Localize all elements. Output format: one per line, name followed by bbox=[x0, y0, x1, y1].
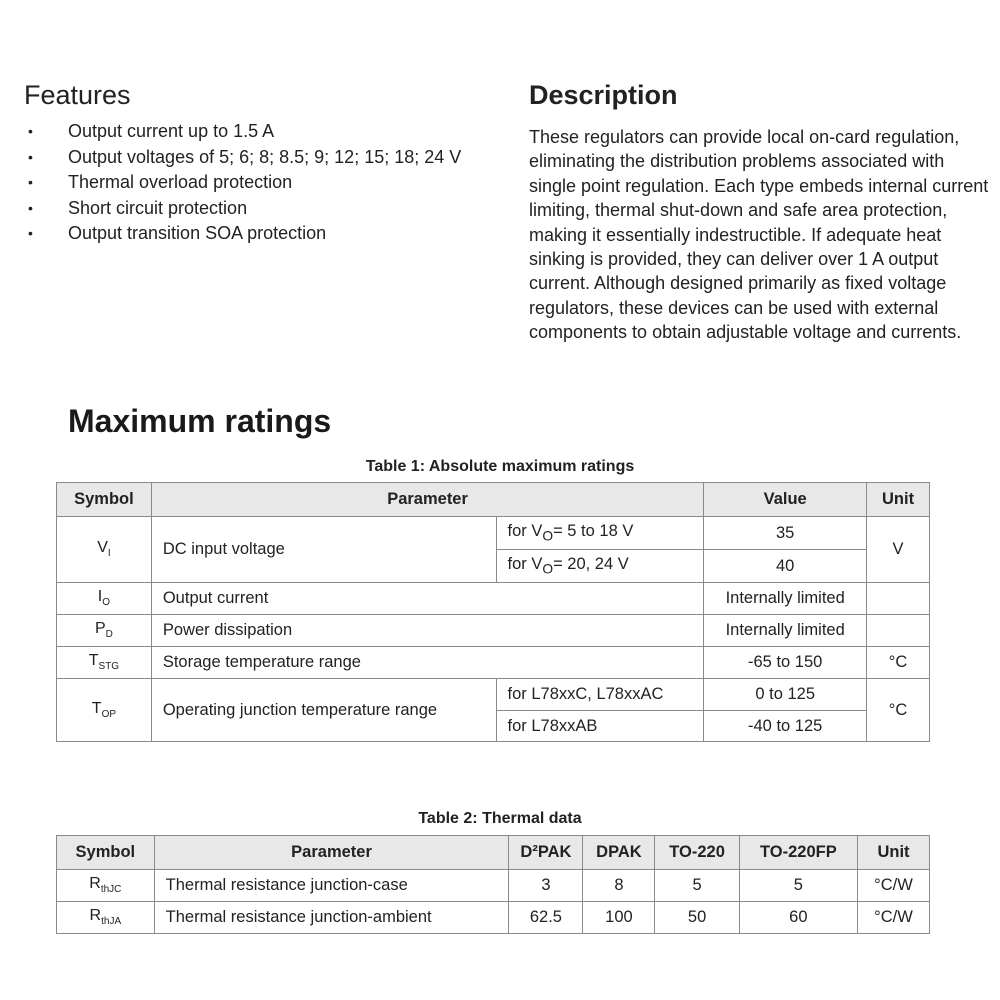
bullet-icon: • bbox=[28, 199, 33, 216]
symbol-cell: $R_{thJC}$ bbox=[57, 870, 155, 902]
parameter-cell: Thermal resistance junction-case bbox=[154, 870, 509, 902]
value-cell: 60 bbox=[739, 902, 857, 934]
table-header-row bbox=[57, 483, 930, 517]
feature-text: Output transition SOA protection bbox=[68, 223, 327, 243]
thermal-data-table bbox=[56, 835, 930, 934]
unit-cell: °C/W bbox=[857, 902, 929, 934]
bullet-icon: • bbox=[28, 174, 33, 190]
feature-text: Short circuit protection bbox=[68, 197, 248, 218]
header-dpak: DPAK bbox=[583, 836, 655, 870]
value-cell: -40 to 125 bbox=[704, 711, 867, 742]
header-to220: TO-220 bbox=[655, 836, 739, 870]
unit-cell: V bbox=[867, 517, 930, 583]
table1-caption: Table 1: Absolute maximum ratings bbox=[365, 458, 635, 475]
header-parameter: Parameter bbox=[151, 483, 703, 517]
parameter-cell: Thermal resistance junction-ambient bbox=[154, 902, 509, 934]
table-row bbox=[57, 615, 930, 647]
header-symbol: Symbol bbox=[57, 836, 155, 870]
list-item bbox=[28, 145, 498, 170]
header-symbol: Symbol bbox=[57, 483, 152, 517]
table-row bbox=[57, 647, 930, 679]
table-header-row bbox=[57, 836, 930, 870]
condition-cell: for $V_O= 20$, 24 V bbox=[496, 550, 704, 583]
unit-cell bbox=[867, 583, 930, 615]
bullet-icon: • bbox=[28, 225, 33, 241]
header-unit: Unit bbox=[867, 483, 930, 517]
value-cell: 35 bbox=[704, 517, 867, 550]
absolute-max-ratings-table bbox=[56, 482, 930, 742]
unit-cell: °C bbox=[867, 679, 930, 742]
description-heading: Description bbox=[529, 80, 678, 110]
unit-cell bbox=[867, 615, 930, 647]
value-cell: Internally limited bbox=[704, 583, 867, 615]
table-row bbox=[57, 583, 930, 615]
symbol-cell: $R_{thJA}$ bbox=[57, 902, 155, 934]
parameter-cell: Power dissipation bbox=[151, 615, 703, 647]
symbol-cell: $T_{OP}$ bbox=[57, 679, 152, 742]
value-cell: 0 to 125 bbox=[704, 679, 867, 711]
value-cell: 5 bbox=[739, 870, 857, 902]
table2-caption: Table 2: Thermal data bbox=[418, 810, 582, 827]
list-item bbox=[28, 119, 498, 144]
feature-text: Thermal overload protection bbox=[68, 172, 293, 192]
unit-cell: °C/W bbox=[857, 870, 929, 902]
symbol-cell: $T_{STG}$ bbox=[57, 647, 152, 679]
header-value: Value bbox=[704, 483, 867, 517]
header-d2pak: D²PAK bbox=[509, 836, 583, 870]
header-to220fp: TO-220FP bbox=[739, 836, 857, 870]
condition-cell: for L78xxC, L78xxAC bbox=[496, 679, 704, 711]
description-text: These regulators can provide local on-card regulation, eliminating the distribution problems associated with single point regulation. Each type embeds internal current limiting, thermal shut-down and safe area protection, making it essentially indestructible. If adequate heat sinking is provided, they can deliver over 1 A output current. Although designed primarily as fixed voltage regulators, these devices can be used with external components to obtain adjustable voltage and currents. bbox=[529, 127, 989, 343]
list-item bbox=[28, 170, 498, 195]
feature-text: Output voltages of 5; 6; 8; 8.5; 9; 12; 15; 18; 24 V bbox=[68, 146, 462, 167]
condition-cell: for L78xxAB bbox=[496, 711, 704, 742]
table-row bbox=[57, 679, 930, 711]
symbol-cell: $V_I$ bbox=[57, 517, 152, 583]
unit-cell: °C bbox=[867, 647, 930, 679]
table-row bbox=[57, 517, 930, 550]
value-cell: 62.5 bbox=[509, 902, 583, 934]
symbol-cell: $I_O$ bbox=[57, 583, 152, 615]
table-row bbox=[57, 902, 930, 934]
value-cell: Internally limited bbox=[704, 615, 867, 647]
parameter-cell: Output current bbox=[151, 583, 703, 615]
value-cell: -65 to 150 bbox=[704, 647, 867, 679]
parameter-cell: Operating junction temperature range bbox=[151, 679, 496, 742]
feature-text: Output current up to 1.5 A bbox=[68, 121, 275, 141]
parameter-cell: DC input voltage bbox=[151, 517, 496, 583]
symbol-cell: $P_D$ bbox=[57, 615, 152, 647]
value-cell: 50 bbox=[655, 902, 739, 934]
condition-cell: for $V_O= 5$ to 18 V bbox=[496, 517, 704, 550]
parameter-cell: Storage temperature range bbox=[151, 647, 703, 679]
table-row bbox=[57, 870, 930, 902]
bullet-icon: • bbox=[28, 123, 33, 139]
value-cell: 5 bbox=[655, 870, 739, 902]
value-cell: 3 bbox=[509, 870, 583, 902]
list-item bbox=[28, 221, 498, 246]
maximum-ratings-heading: Maximum ratings bbox=[68, 403, 332, 439]
value-cell: 8 bbox=[583, 870, 655, 902]
features-list bbox=[28, 119, 498, 247]
header-parameter: Parameter bbox=[154, 836, 509, 870]
value-cell: 40 bbox=[704, 550, 867, 583]
list-item bbox=[28, 196, 498, 221]
value-cell: 100 bbox=[583, 902, 655, 934]
header-unit: Unit bbox=[857, 836, 929, 870]
bullet-icon: • bbox=[28, 148, 33, 165]
features-heading: Features bbox=[24, 80, 131, 110]
